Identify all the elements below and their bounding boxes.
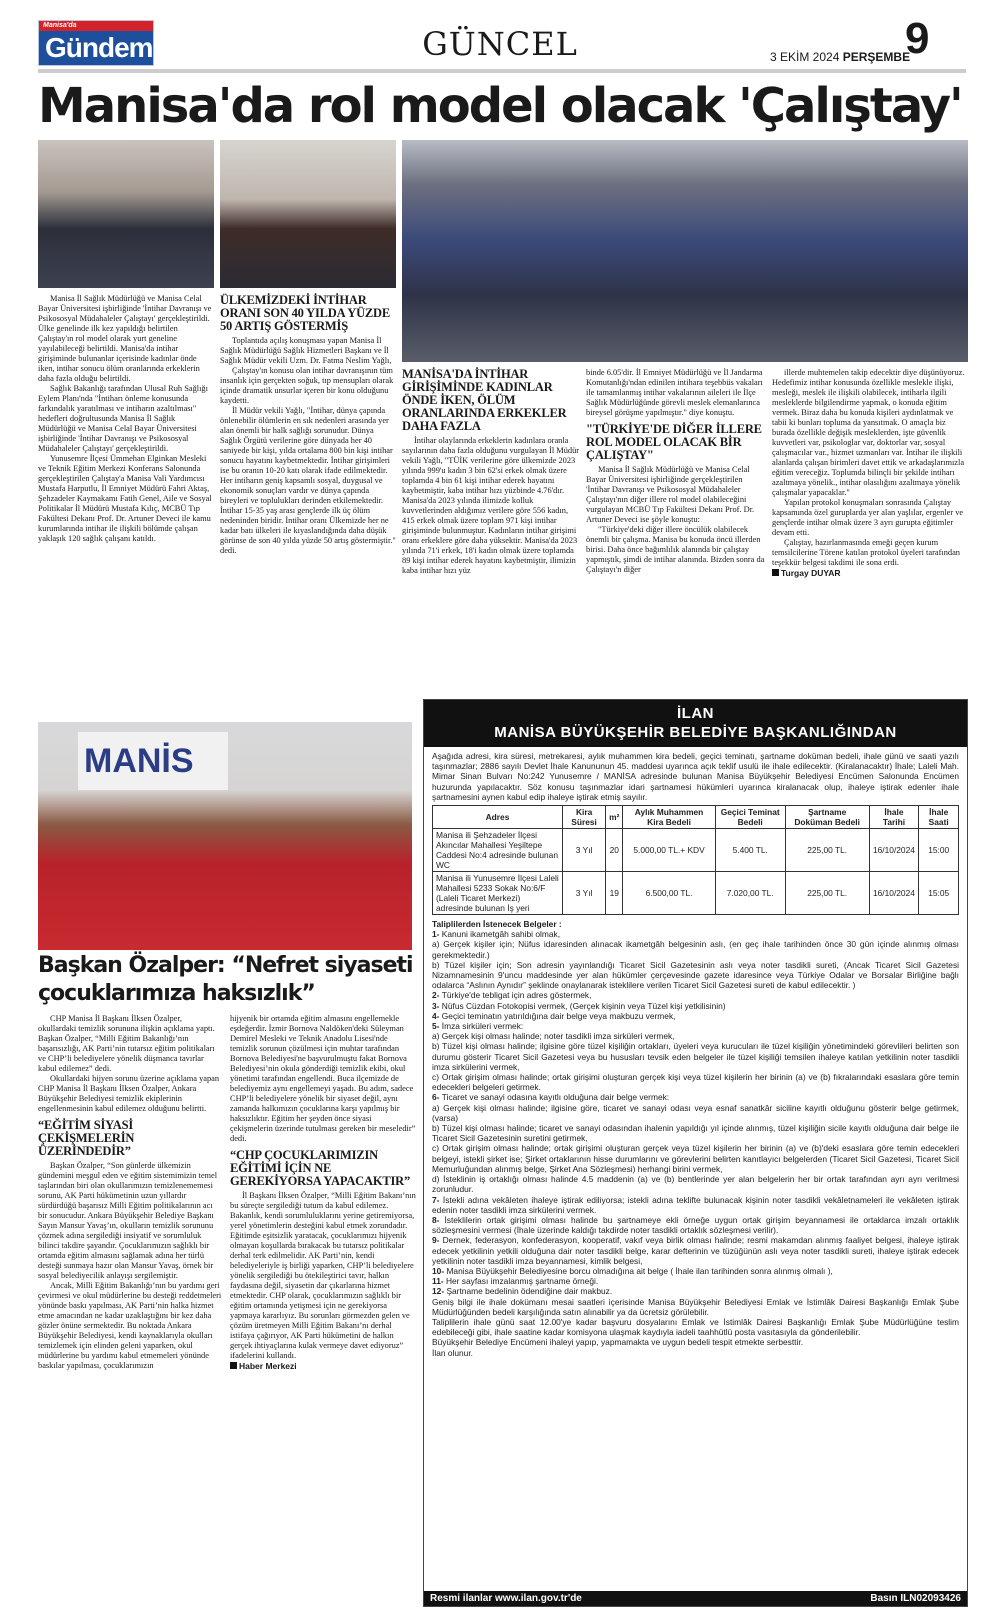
table-cell: 3 Yıl xyxy=(563,829,606,872)
table-cell: 5.400 TL. xyxy=(715,829,785,872)
subheading-kadinlar-onde: MANİSA'DA İNTİHAR GİRİŞİMİNDE KADINLAR ÖNDE İKEN, ÖLÜM ORANLARINDA ERKEKLER DAHA FAZLA xyxy=(402,367,567,433)
paragraph: Yunusemre İlçesi Ümmehan Elginkan Mesleki ve Teknik Eğitim Merkezi Konferans Salonunda gerçekleştirilen Çalıştay'a Manisa Vali Yardımcısı Mustafa Harputlu, İl Emniyet Müdürü Fahri Aktaş, Şehzadeler Kaymakamı Fatih Genel, Aile ve Sosyal Politikalar İl Müdürü Mustafa Kılıç, MCBÜ Tıp Fakültesi Dekanı Prof. Dr. Artuner Deveci ile kamu kurumlarında intihar ile ilişkili bölümde çalışan yaklaşık 120 sağlık çalışanı katıldı. xyxy=(38,454,212,543)
requirement-item: a) Gerçek kişi olması halinde; noter tasdikli imza sirküleri vermek, xyxy=(432,1031,675,1042)
author-name: Haber Merkezi xyxy=(239,1361,297,1371)
subheading-intihar-orani: ÜLKEMİZDEKİ İNTİHAR ORANI SON 40 YILDA YÜZDE 50 ARTIŞ GÖSTERMİŞ xyxy=(220,293,390,333)
subheading-chp-cocuklarimizin: “CHP ÇOCUKLARIMIZIN EĞİTİMİ İÇİN NE GEREKİYORSA YAPACAKTIR” xyxy=(230,1148,411,1188)
paragraph: CHP Manisa İl Başkanı İlksen Özalper, okullardaki temizlik sorununa ilişkin açıklama yaptı. Başkan Özalper, “Milli Eğitim Bakanlığı’nın başarısızlığı, AK Parti’nin tutarsız eğitim politikaları ve CHP’li belediyelere yönelik düşmanca tavırlar kabul edilemez” dedi. xyxy=(38,1014,215,1073)
issue-date xyxy=(770,50,910,64)
tender-table xyxy=(432,805,959,915)
article1-column-3 xyxy=(402,368,580,576)
table-header-cell: İhale Saati xyxy=(919,806,959,829)
requirement-item: 2- Türkiye'de tebligat için adres göstermek, xyxy=(432,990,592,1001)
requirement-item: a) Gerçek kişi olması halinde; ilgisine göre, ticaret ve sanayi odası veya esnaf sanatkâr siciline kayıtlı olduğunu gösterir belge getirmek, (varsa) xyxy=(432,1102,959,1123)
article1-column-5 xyxy=(772,368,968,578)
article1-column-2 xyxy=(220,294,396,556)
table-cell: Manisa ili Yunusemre İlçesi Laleli Mahallesi 5233 Sokak No:6/F (Laleli Ticaret Merkezi) adresinde bulunan İş yeri xyxy=(433,872,563,915)
paragraph: İl Müdür vekili Yağlı, "İntihar, dünya çapında önlenebilir ölümlerin en sık nedenleri arasında yer alan önemli bir halk sağlığı sorunudur. Dünya Sağlık Örgütü verilerine göre dünyada her 40 saniyede bir kişi, yılda ortalama 800 bin kişi intihar sonucu hayatını kaybetmektedir. İntihar girişimleri ise bu oranın 10-20 katı olarak ifade edilmektedir. Her intiharın geniş kapsamlı sosyal, duygusal ve ekonomik sonuçları vardır ve dünya çapında bireyleri ve toplulukları derinden etkilemektedir. İntihar 15-35 yaş arası gençlerde ilk üç ölüm nedeninden biridir. İntihar oranı Ülkemizde her ne kadar batı ülkeleri ile kıyaslandığında daha düşük görünse de son 40 yılda yüzde 50 artış göstermiştir." dedi. xyxy=(220,406,396,555)
ad-intro: Aşağıda adresi, kira süresi, metrekaresi, aylık muhammen kira bedeli, geçici teminatı, şartname doküman bedeli, ihale günü ve saati yazılı taşınmazlar; 2886 sayılı Devlet İhale Kanununun 45. maddesi uyarınca açık teklif usulü ile ihale edilecektir. (Kiralanacaktır) İhale; Laleli Mah. Mimar Sinan Bulvarı No:242 Yunusemre / MANİSA adresinde bulunan Manisa Büyükşehir Belediyesi Encümen Salonunda Encümen huzurunda yapılacaktır. Söz konusu taşınmazlar idari şartnamesi hükümleri uyarınca kiralanacak olup, ihaleye iştirak edenler ihale şartnamesini aynen kabul edip ihaleye iştirak etmiş sayılır. xyxy=(432,751,959,802)
requirement-item: 9- Dernek, federasyon, konfederasyon, kooperatif, vakıf veya birlik olması halinde; resmi makamdan alınmış faaliyet belgesi, ihaleye iştirak edecek yetkilinin yetkili olduğuna dair noter tasdikli belge, karar defterinin ve tüzüğünün aslı veya noter tasdikli sureti, ihaleye iştirak edecek yetkilinin noter tasdikli imza beyannamesi, kimlik belgesi, xyxy=(432,1235,959,1266)
table-row xyxy=(433,829,959,872)
table-cell: 225,00 TL. xyxy=(785,829,869,872)
table-cell: Manisa ili Şehzadeler İlçesi Akıncılar Mahallesi Yeşiltepe Caddesi No:4 adresinde bulunan WC xyxy=(433,829,563,872)
table-header-cell: Adres xyxy=(433,806,563,829)
subheading-rol-model: "TÜRKİYE'DE DİĞER İLLERE ROL MODEL OLACAK BİR ÇALIŞTAY" xyxy=(586,422,762,462)
table-header-row xyxy=(433,806,959,829)
requirement-item: 3- Nüfus Cüzdan Fotokopisi vermek, (Gerçek kişinin veya Tüzel kişi yetkilisinin) xyxy=(432,1000,726,1011)
article2-headline: Başkan Özalper: “Nefret siyaseti çocuklarımıza haksızlık” xyxy=(38,953,413,1006)
masthead-rule xyxy=(38,69,966,73)
table-header-cell: İhale Tarihi xyxy=(869,806,919,829)
paragraph: Ancak, Milli Eğitim Bakanlığı’nın bu yardımı geri çevirmesi ve okul müdürlerine bu desteği reddetmeleri yönünde baskı yapılması, AK Parti’nin halka hizmet etme amacından ne kadar uzaklaştığını bir kez daha gözler önüne sermektedir. Bu noktada Ankara Büyükşehir Belediyesi, kendi kaynaklarıyla okulları temizlemek için elinden geleni yaparken, okul müdürlerine bu yardımı kabul etmemeleri yönünde baskılar yapılması, çocuklarımızın xyxy=(38,1281,222,1370)
table-row xyxy=(433,872,959,915)
official-notice-ad xyxy=(423,699,968,1607)
table-cell: 20 xyxy=(606,829,623,872)
author-name: Turgay DUYAR xyxy=(781,568,841,578)
table-cell: 16/10/2024 xyxy=(869,872,919,915)
requirement-item: 11- Her sayfası imzalanmış şartname örneği. xyxy=(432,1276,599,1287)
paragraph: Sağlık Bakanlığı tarafından Ulusal Ruh Sağlığı Eylem Planı'nda "İntiharı önleme konusunda farkındalık yaratılması ve intiharın azaltılması" hedefleri doğrultusunda Manisa İl Sağlık Müdürlüğü ve Manisa Celal Bayar Üniversitesi işbirliğinde 'İntihar Davranışı ve Psikososyal Müdahaleler Çalıştayı' gerçekleştirildi. xyxy=(38,384,208,453)
paragraph: illerde muhtemelen takip edecektir diye düşünüyoruz. Hedefimiz intihar konusunda özellikle meslekle ilişki, mesleği, meslek ile ilişkili olabilecek, intiharla ilgili mesleklerde bilgilendirme yapmak, o konuda eğitim vermek. Biraz daha bu konuda kişileri aydınlatmak ve tabii ki bunları topluma da yansıtmak. O amaçla biz burada özellikle değişik mesleklerden, işte güvenlik kuvvetleri var, psikologlar var, doktorlar var, sosyal çalışmacılar var., hizmet uzmanları var. İntihar ile ilişkili alanlarda çalışan birimleri davet ettik ve arkadaşlarımızla eğitim vereceğiz. Toplumda bilinçli bir şekilde intiharı azaltmaya yönelik., intihar olasılığını azaltmaya yönelik çalışmalar yapacaklar." xyxy=(772,368,965,497)
paragraph: binde 6.05'dir. İl Emniyet Müdürlüğü ve İl Jandarma Komutanlığı'ndan edinilen intihara teşebbüs vakaları ile tamamlanmış intihar vakalarının aileleri ile İlçe Sağlık Müdürlüğünde görevli meslek elemanlarınca bireysel görüşme yapılmıştır." diye konuştu. xyxy=(586,368,763,417)
closing-paragraph: Büyükşehir Belediye Encümeni ihaleyi yapıp, yapmamakta ve uygun bedeli tespit etmekte serbesttir. xyxy=(432,1337,804,1348)
table-cell: 16/10/2024 xyxy=(869,829,919,872)
requirement-item: 1- Kanuni ikametgâh sahibi olmak, xyxy=(432,929,561,940)
requirement-item: 6- Ticaret ve sanayi odasına kayıtlı olduğuna dair belge vermek: xyxy=(432,1092,670,1103)
closing-paragraph: İlan olunur. xyxy=(432,1347,473,1358)
table-cell: 6.500,00 TL. xyxy=(623,872,715,915)
date-text: 3 EKİM 2024 xyxy=(770,50,840,64)
logo-main-text: Gündem xyxy=(39,31,153,65)
day-text: PERŞEMBE xyxy=(842,50,911,64)
article2-column-2 xyxy=(230,1014,416,1371)
paragraph: Çalıştay'ın konusu olan intihar davranışının tüm insanlık için gerçekten soğuk, tıp mensupları olarak içinde dramatik unsurlar içeren bir konu olduğunu kaydetti. xyxy=(220,366,394,405)
requirement-item: d) İsteklinin iş ortaklığı olması halinde 4.5 maddenin (a) ve (b) bentlerinde yer alan belgelerin her bir ortak tarafından ayrı ayrı verilmesi zorunludur. xyxy=(432,1174,959,1195)
table-cell: 15:05 xyxy=(919,872,959,915)
table-cell: 19 xyxy=(606,872,623,915)
paragraph: "Türkiye'deki diğer illere öncülük olabilecek önemli bir çalışma. Manisa bu konuda öncü illerden birisi. Daha önce bağımlılık alanında bir çalıştay yapmıştık, şimdi de intihar alanında. Bizden sonra da Çalıştayı'n diğer xyxy=(586,525,765,574)
ad-footer-code: Basın ILN02093426 xyxy=(870,1593,961,1604)
paragraph: İl Başkanı İlksen Özalper, “Milli Eğitim Bakanı’nın bu süreçte sergilediği tutum da kabul edilemez. Bakanlık, kendi sorumluluklarını yerine getiremiyorsa, yerel yönetimlerin desteğini kabul etmek zorundadır. Eğitimde eşitsizlik yaratacak, çocuklarımızı hijyenik olmayan koşullarda bırakacak bu tutarsız politikalar derhal terk edilmelidir. AK Parti’nin, kendi belediyeleriyle iş birliği yaparken, CHP’li belediyelere yönelik sergilediği bu ötekileştirici tavır, halkın faydasına değil, siyasetin dar çıkarlarına hizmet etmektedir. CHP olarak, çocuklarımızın sağlıklı bir eğitim ortamında yetişmesi için ne gerekiyorsa yapmaya kararlıyız. Bu sorunları görmezden gelen ve çözüm üretmeyen Milli Eğitim Bakanı’nı derhal istifaya çağırıyor, AK Parti hükümetini de halkın gerçek ihtiyaçlarına kulak vermeye davet ediyoruz” ifadelerini kullandı. xyxy=(230,1191,416,1360)
closing-paragraph: Taliplilerin ihale günü saat 12.00'ye kadar başvuru dosyalarını Emlak ve İstimlâk Dairesi Başkanlığı Emlak Şube Müdürlüğüne teslim edebileceği gibi, ihale saatine kadar komisyona ulaşmak kaydıyla iadeli taahhütlü posta vasıtasıyla da gönderilebilir. xyxy=(432,1316,959,1338)
paragraph: Manisa İl Sağlık Müdürlüğü ve Manisa Celal Bayar Üniversitesi işbirliğinde 'İntihar Davranışı ve Psikososyal Müdahaleler Çalıştayı' gerçekleştirildi. Ülke genelinde ilk kez yapıldığı belirtilen Çalıştay'ın rol model olarak yurt geneline yayılabileceği belirtildi. Manisa'da intihar girişiminde bulunanlar içerisinde kadınlar önde iken, intihar sonucu ölüm oranlarında erkeklerin daha fazla olduğu belirtildi. xyxy=(38,294,212,383)
photo-award-presentation xyxy=(220,140,396,288)
table-header-cell: Kira Süresi xyxy=(563,806,606,829)
paragraph: İntihar olaylarında erkeklerin kadınlara oranla sayılarının daha fazla olduğunu vurgulayan İl Müdür vekili Yağlı, "TÜİK verilerine göre ülkemizde 2023 yılında 999'u kadın 3 bin 62'si erkek olmak üzere toplamda 4 bin 61 kişi intihar ederek hayatını kaybetmiştir, kaba intihar hızı yüzbinde 4.76'dır. Manisa'da 2023 yılında ilimizde kolluk kuvvetlerinden aldığımız verilere göre 556 kadın, 415 erkek olmak üzere toplam 971 kişi intihar girişiminde bulunmuştur. Kadınların intihar girişimi oranı erkeklere göre daha yüksektir. Manisa'da 2023 yılında 71'i erkek, 18'i kadın olmak üzere toplamda 89 kişi intihar ederek hayatını kaybetmiştir, ilimizin kaba intihar hızı yüz xyxy=(402,436,580,575)
requirement-item: a) Gerçek kişiler için; Nüfus idaresinden alınacak ikametgâh belgesinin aslı, (en geç ihale tarihinden önce 30 gün içinde alınmış olması gerekmektedir.) xyxy=(432,939,959,960)
subheading-egitim-siyasi: “EĞİTİM SİYASİ ÇEKİŞMELERİN ÜZERİNDEDİR” xyxy=(38,1118,135,1158)
requirements-list xyxy=(432,929,959,1296)
paragraph: Yapılan protokol konuşmaları sonrasında Çalıştay kapsamında özel guruplarda yer alan yaşlılar, ergenler ve gençlerde intihar olmak üzere 3 ayrı gurupta eğitimler devam etti. xyxy=(772,498,964,537)
main-headline: Manisa'da rol model olacak 'Çalıştay' xyxy=(38,78,962,134)
table-cell: 5.000,00 TL.+ KDV xyxy=(623,829,715,872)
paragraph: hijyenik bir ortamda eğitim almasını engellemekle eşdeğerdir. İzmir Bornova Naldöken'deki Süleyman Demirel Mesleki ve Teknik Anadolu Lisesi'nde temizlik sorunun çözülmesi için muhtar tarafından Bornova Belediyesi'ne başvurulmuştu fakat Bornova Belediyesi’nin okula gönderdiği temizlik ekibi, okul yönetimi tarafından engellendi. Buca ilçemizde de belediyemiz aynı engellemeyi yaşadı. Bu adım, sadece CHP’li belediyelere yönelik bir siyaset değil, aynı zamanda halkımızın çocuklarına karşı yapılmış bir haksızlıktır. Eğitim her şeyden önce siyasi çekişmelerin üzerinde tutulması gereken bir meseledir” dedi. xyxy=(230,1014,416,1143)
table-header-cell: Aylık Muhammen Kira Bedeli xyxy=(623,806,715,829)
requirement-item: 10- Manisa Büyükşehir Belediyesine borcu olmadığına ait belge ( İhale ilan tarihinden sonra alınmış olmalı ), xyxy=(432,1265,833,1276)
section-title: GÜNCEL xyxy=(422,25,578,63)
requirement-item: b) Tüzel kişi olması halinde; ilgisine göre tüzel kişiliğin ortakları, üyeleri veya kurucuları ile tüzel kişiliğin yönetimindeki görevlileri belirten son durumu gösterir Ticaret Sicil Gazetesi veya bu hususları tevsik eden belgeler ile tüzel kişiliği temsilen ihaleye katılan yetkilinin noter tasdikli imza sirkülerini vermek, xyxy=(432,1041,959,1072)
article2-column-1 xyxy=(38,1014,222,1371)
requirement-item: b) Tüzel kişi olması halinde; ticaret ve sanayi odasından ihalenin yapıldığı yıl içinde alınmış, tüzel kişiliğin sicile kayıtlı olduğuna dair belge ile Ticaret Sicil Gazetesinin suretini getirmek, xyxy=(432,1123,959,1144)
photo-sign: MANİS xyxy=(78,732,228,790)
closing-paragraph: Geniş bilgi ile ihale dokümanı mesai saatleri içerisinde Manisa Büyükşehir Belediyesi Emlak ve İstimlâk Dairesi Başkanlığı Emlak Şube Müdürlüğünden bedeli karşılığında satın alınabilir ya da ücretsiz görülebilir. xyxy=(432,1296,959,1317)
paragraph: Okullardaki hijyen sorunu üzerine açıklama yapan CHP Manisa İl Başkanı İlksen Özalper, Ankara Büyükşehir Belediyesi temizlik ekiplerinin engellenmesinin kabul edilemez olduğunu belirtti. xyxy=(38,1074,220,1113)
ad-footer xyxy=(424,1591,967,1606)
ad-closing xyxy=(432,1297,959,1358)
page-number: 9 xyxy=(905,14,930,63)
paragraph: Manisa İl Sağlık Müdürlüğü ve Manisa Celal Bayar Üniversitesi işbirliğinde gerçekleştirilen 'İntihar Davranışı ve Psikososyal Müdahaleler Çalıştayı'nın diğer illere rol model olabileceğini vurgulayan MCBÜ Tıp Fakültesi Dekanı Prof. Dr. Artuner Deveci ise şöyle konuştu: xyxy=(586,465,755,524)
requirement-item: 5- İmza sirküleri vermek: xyxy=(432,1021,524,1032)
photo-certificate-ceremony xyxy=(38,140,214,288)
paragraph: Toplantıda açılış konuşması yapan Manisa İl Sağlık Müdürlüğü Sağlık Hizmetleri Başkanı ve İl Sağlık Müdür vekili Uzm. Dr. Fatma Neslim Yağlı, xyxy=(220,336,392,365)
table-cell: 15:00 xyxy=(919,829,959,872)
article1-column-1 xyxy=(38,294,214,544)
ad-body xyxy=(424,747,967,1362)
requirement-item: b) Tüzel kişiler için; Son adresin yayınlandığı Ticaret Sicil Gazetesinin aslı veya noter tasdikli sureti, (Ancak Ticaret Sicil Gazetesi Nizamnamesinin 9'uncu maddesinde yer alan hükümler çerçevesinde gazete idaresince veya Türkiye Odalar ve Borsalar Birliğine bağlı odalarca “Aslının Aynıdır” şeklinde onaylanarak isteklilere verilen Ticaret Sicil Gazetesi sureti de kabul edilecektir. ) xyxy=(432,959,959,991)
table-cell: 3 Yıl xyxy=(563,872,606,915)
requirement-item: 8- İsteklilerin ortak girişimi olması halinde bu şartnameye ekli örneğe uygun ortak girişim beyannamesi ile ortaklarca imzalı ortaklık sözleşmesini vermesi (İhale üzerinde kaldığı takdirde noter tasdikli ortaklık sözleşmesi verilir). xyxy=(432,1214,959,1236)
requirement-item: 12- Şartname bedelinin ödendiğine dair makbuz. xyxy=(432,1286,613,1297)
logo-small-text: Manisa'da xyxy=(43,22,77,29)
requirement-item: 4- Geçici teminatın yatırıldığına dair belge veya makbuzu vermek, xyxy=(432,1010,676,1021)
requirements-title: Taliplilerden İstenecek Belgeler : xyxy=(432,919,562,930)
ad-header xyxy=(424,700,967,747)
newspaper-logo xyxy=(38,20,154,66)
ad-title: İLAN xyxy=(677,705,714,722)
table-header-cell: m² xyxy=(606,806,623,829)
photo-audience xyxy=(402,140,968,362)
requirement-item: c) Ortak girişim olması halinde; ortak girişimi oluşturan gerçek kişi veya tüzel kişilerin her birinin (a) ve (b) fıkralarındaki esaslara göre temin edecekleri belgeleri getirmek. xyxy=(432,1072,959,1093)
table-cell: 7.020,00 TL. xyxy=(715,872,785,915)
author-byline xyxy=(230,1361,416,1371)
ad-footer-website: Resmi ilanlar www.ilan.gov.tr'de xyxy=(430,1593,582,1604)
ad-issuer: MANİSA BÜYÜKŞEHİR BELEDİYE BAŞKANLIĞINDAN xyxy=(494,724,897,741)
article1-column-4 xyxy=(586,368,766,575)
paragraph: Başkan Özalper, “Son günlerde ülkemizin gündemini meşgul eden ve eğitim sistemimizin temel taşlarından biri olan okullarımızın temizlenememesi sorunu, AK Parti hükümetinin uzun yıllardır sürdürdüğü başarısız Milli Eğitim politikalarının acı bir sonucudur. Ankara Büyükşehir Belediye Başkanı Sayın Mansur Yavaş’ın, okulların temizlik sorununu çözmek adına sergilediği insiyatif ve sorumluluk bilinci takdire şayandır. Çocuklarımızın sağlıklı bir ortamda eğitim almasını sağlamak adına her türlü desteği sunmaya hazır olan Mansur Yavaş, örnek bir sosyal belediyecilik anlayışı sergilemiştir. xyxy=(38,1161,218,1280)
paragraph: Çalıştay, hazırlanmasında emeği geçen kurum temsilcilerine Törene katılan protokol üyeleri tarafından teşekkür belgesi takdimi ile sona erdi. xyxy=(772,538,960,567)
table-header-cell: Şartname Doküman Bedeli xyxy=(785,806,869,829)
table-header-cell: Geçici Teminat Bedeli xyxy=(715,806,785,829)
author-byline xyxy=(772,568,968,578)
requirement-item: c) Ortak girişim olması halinde; ortak girişimi oluşturan gerçek veya tüzel kişilerin her birinin (a) ve (b)'deki esaslara göre temin edecekleri belgeyi, istekli şirket ise; Şirket ortaklarının hisse durumlarını ve görevlerini belirten kanıtlayıcı belgelerden (Ticaret Sicil Gazetesi, Ticaret Sicil Memurluğundan alınmış belge, Şirket Ana Sözleşmesi) herhangi birini vermek, xyxy=(432,1143,959,1174)
requirement-item: 7- İstekli adına vekâleten ihaleye iştirak ediliyorsa; istekli adına teklifte bulunacak kişinin noter tasdikli vekâletnameleri ile vekâleten iştirak edenin noter tasdikli imza sirkülerini vermek. xyxy=(432,1194,959,1215)
table-cell: 225,00 TL. xyxy=(785,872,869,915)
photo-ilksen-ozalper xyxy=(38,722,412,950)
